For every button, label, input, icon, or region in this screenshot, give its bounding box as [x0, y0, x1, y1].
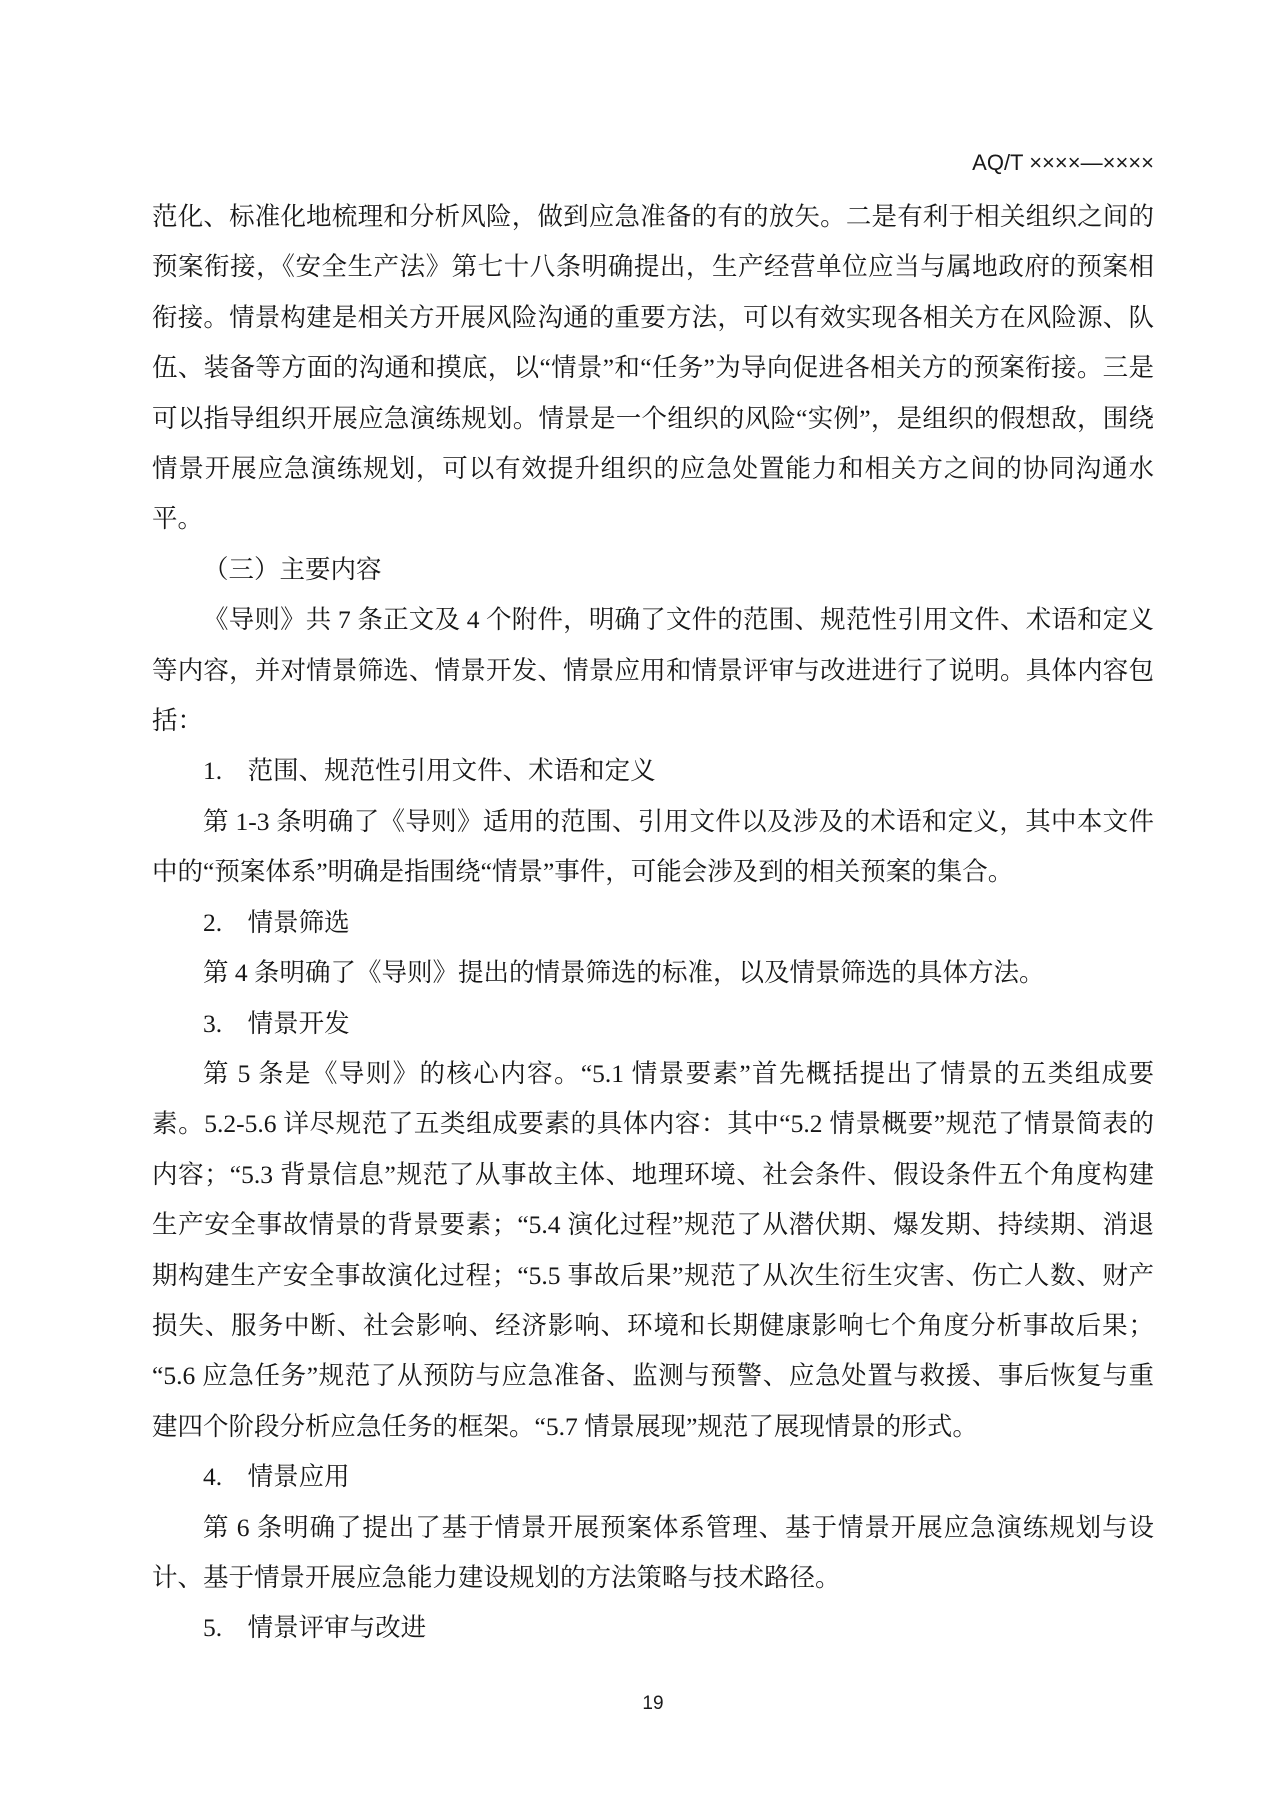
item-3-title: 3. 情景开发: [203, 1008, 350, 1038]
paragraph-overview: 《导则》共 7 条正文及 4 个附件，明确了文件的范围、规范性引用文件、术语和定义等内容，并对情景筛选、情景开发、情景应用和情景评审与改进进行了说明。具体内容包括：: [152, 605, 1154, 736]
item-5-title: 5. 情景评审与改进: [203, 1613, 427, 1643]
item-4-title: 4. 情景应用: [203, 1462, 350, 1492]
document-body: [152, 192, 1154, 1654]
paragraph-continuation: 范化、标准化地梳理和分析风险，做到应急准备的有的放矢。二是有利于相关组织之间的预案衔接，《安全生产法》第七十八条明确提出，生产经营单位应当与属地政府的预案相衔接。情景构建是相关方开展风险沟通的重要方法，可以有效实现各相关方在风险源、队伍、装备等方面的沟通和摸底，以“情景”和“任务”为导向促进各相关方的预案衔接。三是可以指导组织开展应急演练规划。情景是一个组织的风险“实例”，是组织的假想敌，围绕情景开展应急演练规划，可以有效提升组织的应急处置能力和相关方之间的协同沟通水平。: [152, 202, 1154, 534]
paragraph-item-1: 第 1-3 条明确了《导则》适用的范围、引用文件以及涉及的术语和定义，其中本文件中的“预案体系”明确是指围绕“情景”事件，可能会涉及到的相关预案的集合。: [152, 806, 1154, 887]
paragraph-item-3: 第 5 条是《导则》的核心内容。“5.1 情景要素”首先概括提出了情景的五类组成要素。5.2-5.6 详尽规范了五类组成要素的具体内容：其中“5.2 情景概要”规范了情景简表的内容；“5.3 背景信息”规范了从事故主体、地理环境、社会条件、假设条件五个角度构建生产安全事故情景的背景要素；“5.4 演化过程”规范了从潜伏期、爆发期、持续期、消退期构建生产安全事故演化过程；“5.5 事故后果”规范了从次生衍生灾害、伤亡人数、财产损失、服务中断、社会影响、经济影响、环境和长期健康影响七个角度分析事故后果；“5.6 应急任务”规范了从预防与应急准备、监测与预警、应急处置与救援、事后恢复与重建四个阶段分析应急任务的框架。“5.7 情景展现”规范了展现情景的形式。: [152, 1058, 1154, 1441]
section-heading-main-content: （三）主要内容: [203, 554, 382, 584]
paragraph-item-4: 第 6 条明确了提出了基于情景开展预案体系管理、基于情景开展应急演练规划与设计、基于情景开展应急能力建设规划的方法策略与技术路径。: [152, 1512, 1154, 1592]
item-1-title: 1. 范围、规范性引用文件、术语和定义: [203, 756, 656, 786]
document-code-header: AQ/T ××××—××××: [972, 150, 1154, 175]
paragraph-item-2: 第 4 条明确了《导则》提出的情景筛选的标准，以及情景筛选的具体方法。: [203, 958, 1045, 988]
page-number: 19: [642, 1693, 664, 1714]
item-2-title: 2. 情景筛选: [203, 907, 350, 937]
